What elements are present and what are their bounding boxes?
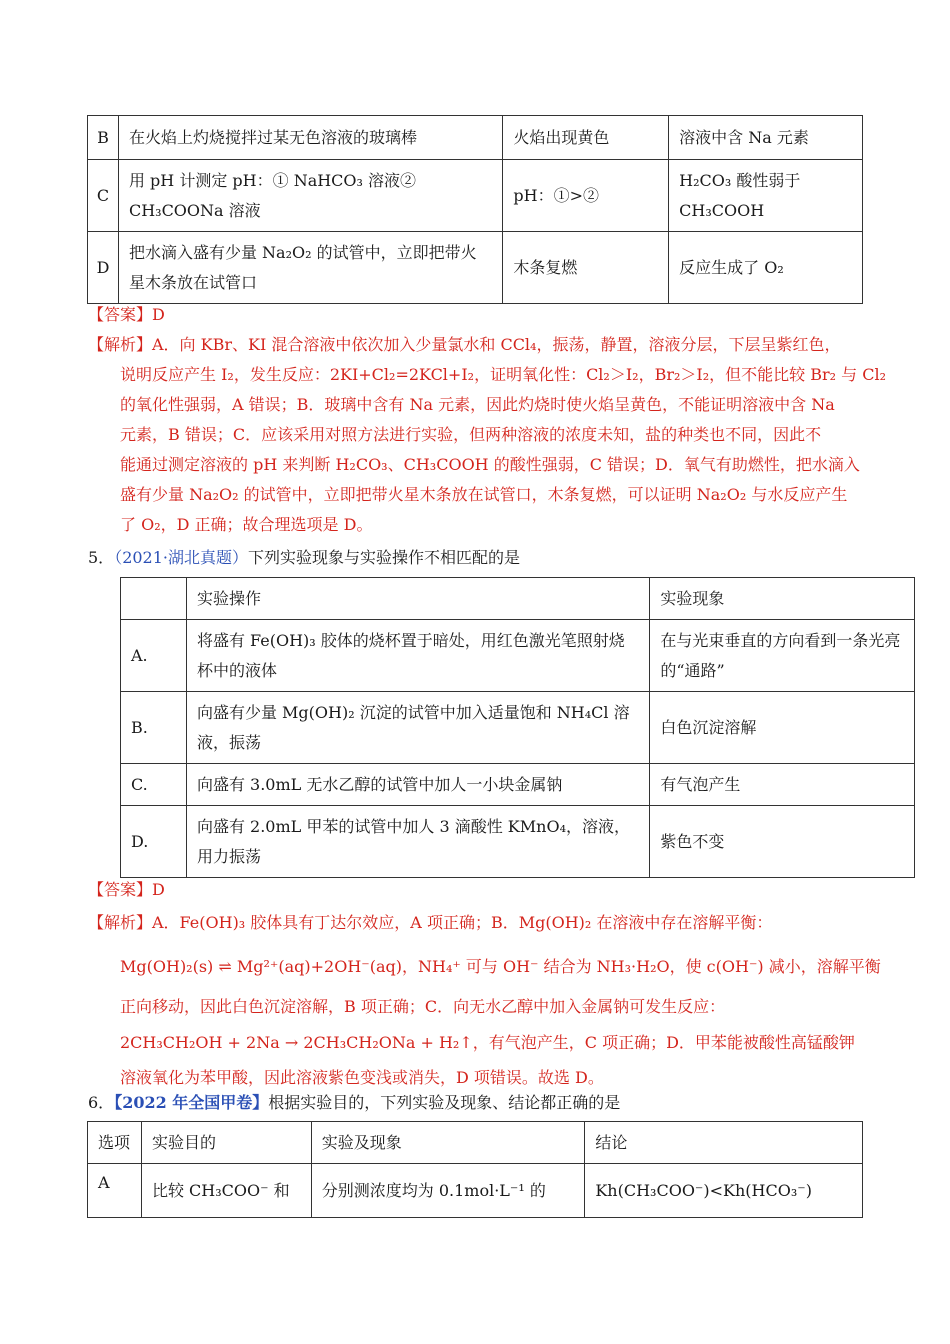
option-cell: A. xyxy=(121,620,187,692)
analysis-line: 说明反应产生 I₂，发生反应：2KI+Cl₂=2KCl+I₂，证明氧化性：Cl₂＞I₂，Br₂＞I₂，但不能比较 Br₂ 与 Cl₂ xyxy=(120,365,886,384)
q6-stem xyxy=(88,1088,620,1118)
table-row xyxy=(88,160,863,232)
header-option: 选项 xyxy=(88,1122,142,1164)
q4-answer: 【答案】D xyxy=(88,305,165,324)
header-operation: 实验操作 xyxy=(186,578,649,620)
phenomenon-cell: 在与光束垂直的方向看到一条光亮的“通路” xyxy=(650,620,915,692)
analysis-line: 盛有少量 Na₂O₂ 的试管中，立即把带火星木条放在试管口，木条复燃，可以证明 Na₂O₂ 与水反应产生 xyxy=(120,485,848,504)
phenomenon-cell: 紫色不变 xyxy=(650,806,915,878)
analysis-line: 溶液氧化为苯甲酸，因此溶液紫色变浅或消失，D 项错误。故选 D。 xyxy=(120,1068,604,1087)
analysis-line: 了 O₂，D 正确；故合理选项是 D。 xyxy=(120,515,373,534)
analysis-line: 【解析】A．向 KBr、KI 混合溶液中依次加入少量氯水和 CCl₄，振荡，静置，溶液分层，下层呈紫红色， xyxy=(88,335,841,354)
table-header-row xyxy=(88,1122,863,1164)
operation-cell: 向盛有 3.0mL 无水乙醇的试管中加人一小块金属钠 xyxy=(186,764,649,806)
q5-answer: 【答案】D xyxy=(88,880,165,899)
table-row xyxy=(121,620,915,692)
phenomenon-cell: 火焰出现黄色 xyxy=(503,116,669,160)
operation-cell: 向盛有 2.0mL 甲苯的试管中加人 3 滴酸性 KMnO₄，溶液，用力振荡 xyxy=(186,806,649,878)
analysis-line: 元素，B 错误；C．应该采用对照方法进行实验，但两种溶液的浓度未知，盐的种类也不同，因此不 xyxy=(120,425,822,444)
table-row xyxy=(88,1164,863,1218)
conclusion-cell: 溶液中含 Na 元素 xyxy=(669,116,863,160)
option-cell: C xyxy=(88,160,119,232)
table-header-row xyxy=(121,578,915,620)
header-conclusion: 结论 xyxy=(585,1122,863,1164)
q6-table xyxy=(87,1121,863,1218)
table-row xyxy=(88,116,863,160)
analysis-line: 【解析】A．Fe(OH)₃ 胶体具有丁达尔效应，A 项正确；B．Mg(OH)₂ 在溶液中存在溶解平衡： xyxy=(88,913,773,932)
table-row xyxy=(121,764,915,806)
q5-table xyxy=(120,577,915,878)
question-number: 5． xyxy=(88,548,115,567)
option-cell: D. xyxy=(121,806,187,878)
analysis-line: Mg(OH)₂(s) ⇌ Mg²⁺(aq)+2OH⁻(aq)，NH₄⁺ 可与 OH⁻ 结合为 NH₃·H₂O，使 c(OH⁻) 减小，溶解平衡 xyxy=(120,957,881,976)
question-source: （2021·湖北真题） xyxy=(114,548,248,567)
operation-cell: 把水滴入盛有少量 Na₂O₂ 的试管中，立即把带火星木条放在试管口 xyxy=(118,232,502,304)
option-cell: B xyxy=(88,116,119,160)
table-row xyxy=(121,806,915,878)
question-number: 6． xyxy=(88,1093,115,1112)
phenomenon-cell: pH：①>② xyxy=(503,160,669,232)
analysis-line: 2CH₃CH₂OH + 2Na → 2CH₃CH₂ONa + H₂↑，有气泡产生，C 项正确；D．甲苯能被酸性高锰酸钾 xyxy=(120,1033,855,1052)
question-text: 根据实验目的，下列实验及现象、结论都正确的是 xyxy=(268,1093,621,1112)
phenomenon-cell: 木条复燃 xyxy=(503,232,669,304)
option-cell: D xyxy=(88,232,119,304)
header-blank xyxy=(121,578,187,620)
analysis-line: 的氧化性强弱，A 错误；B．玻璃中含有 Na 元素，因此灼烧时使火焰呈黄色，不能证明溶液中含 Na xyxy=(120,395,835,414)
operation-cell: 将盛有 Fe(OH)₃ 胶体的烧杯置于暗处，用红色激光笔照射烧杯中的液体 xyxy=(186,620,649,692)
operation-cell: 分别测浓度均为 0.1mol·L⁻¹ 的 xyxy=(311,1164,585,1218)
question-source: 【2022 年全国甲卷】 xyxy=(114,1093,269,1112)
option-cell: A xyxy=(88,1164,142,1218)
q5-stem xyxy=(88,543,520,573)
option-cell: B. xyxy=(121,692,187,764)
operation-cell: 在火焰上灼烧搅拌过某无色溶液的玻璃棒 xyxy=(118,116,502,160)
header-aim: 实验目的 xyxy=(141,1122,311,1164)
question-text: 下列实验现象与实验操作不相匹配的是 xyxy=(248,548,521,567)
header-operation: 实验及现象 xyxy=(311,1122,585,1164)
operation-cell: 用 pH 计测定 pH：① NaHCO₃ 溶液② CH₃COONa 溶液 xyxy=(118,160,502,232)
analysis-line: 能通过测定溶液的 pH 来判断 H₂CO₃、CH₃COOH 的酸性强弱，C 错误；D．氧气有助燃性，把水滴入 xyxy=(120,455,860,474)
q4-table xyxy=(87,115,863,304)
table-row xyxy=(88,232,863,304)
analysis-line: 正向移动，因此白色沉淀溶解，B 项正确；C．向无水乙醇中加入金属钠可发生反应： xyxy=(120,997,726,1016)
conclusion-cell: H₂CO₃ 酸性弱于 CH₃COOH xyxy=(669,160,863,232)
operation-cell: 向盛有少量 Mg(OH)₂ 沉淀的试管中加入适量饱和 NH₄Cl 溶液，振荡 xyxy=(186,692,649,764)
table-row xyxy=(121,692,915,764)
phenomenon-cell: 白色沉淀溶解 xyxy=(650,692,915,764)
aim-cell: 比较 CH₃COO⁻ 和 xyxy=(141,1164,311,1218)
phenomenon-cell: 有气泡产生 xyxy=(650,764,915,806)
conclusion-cell: 反应生成了 O₂ xyxy=(669,232,863,304)
header-phenomenon: 实验现象 xyxy=(650,578,915,620)
conclusion-cell: Kh(CH₃COO⁻)<Kh(HCO₃⁻) xyxy=(585,1164,863,1218)
option-cell: C. xyxy=(121,764,187,806)
